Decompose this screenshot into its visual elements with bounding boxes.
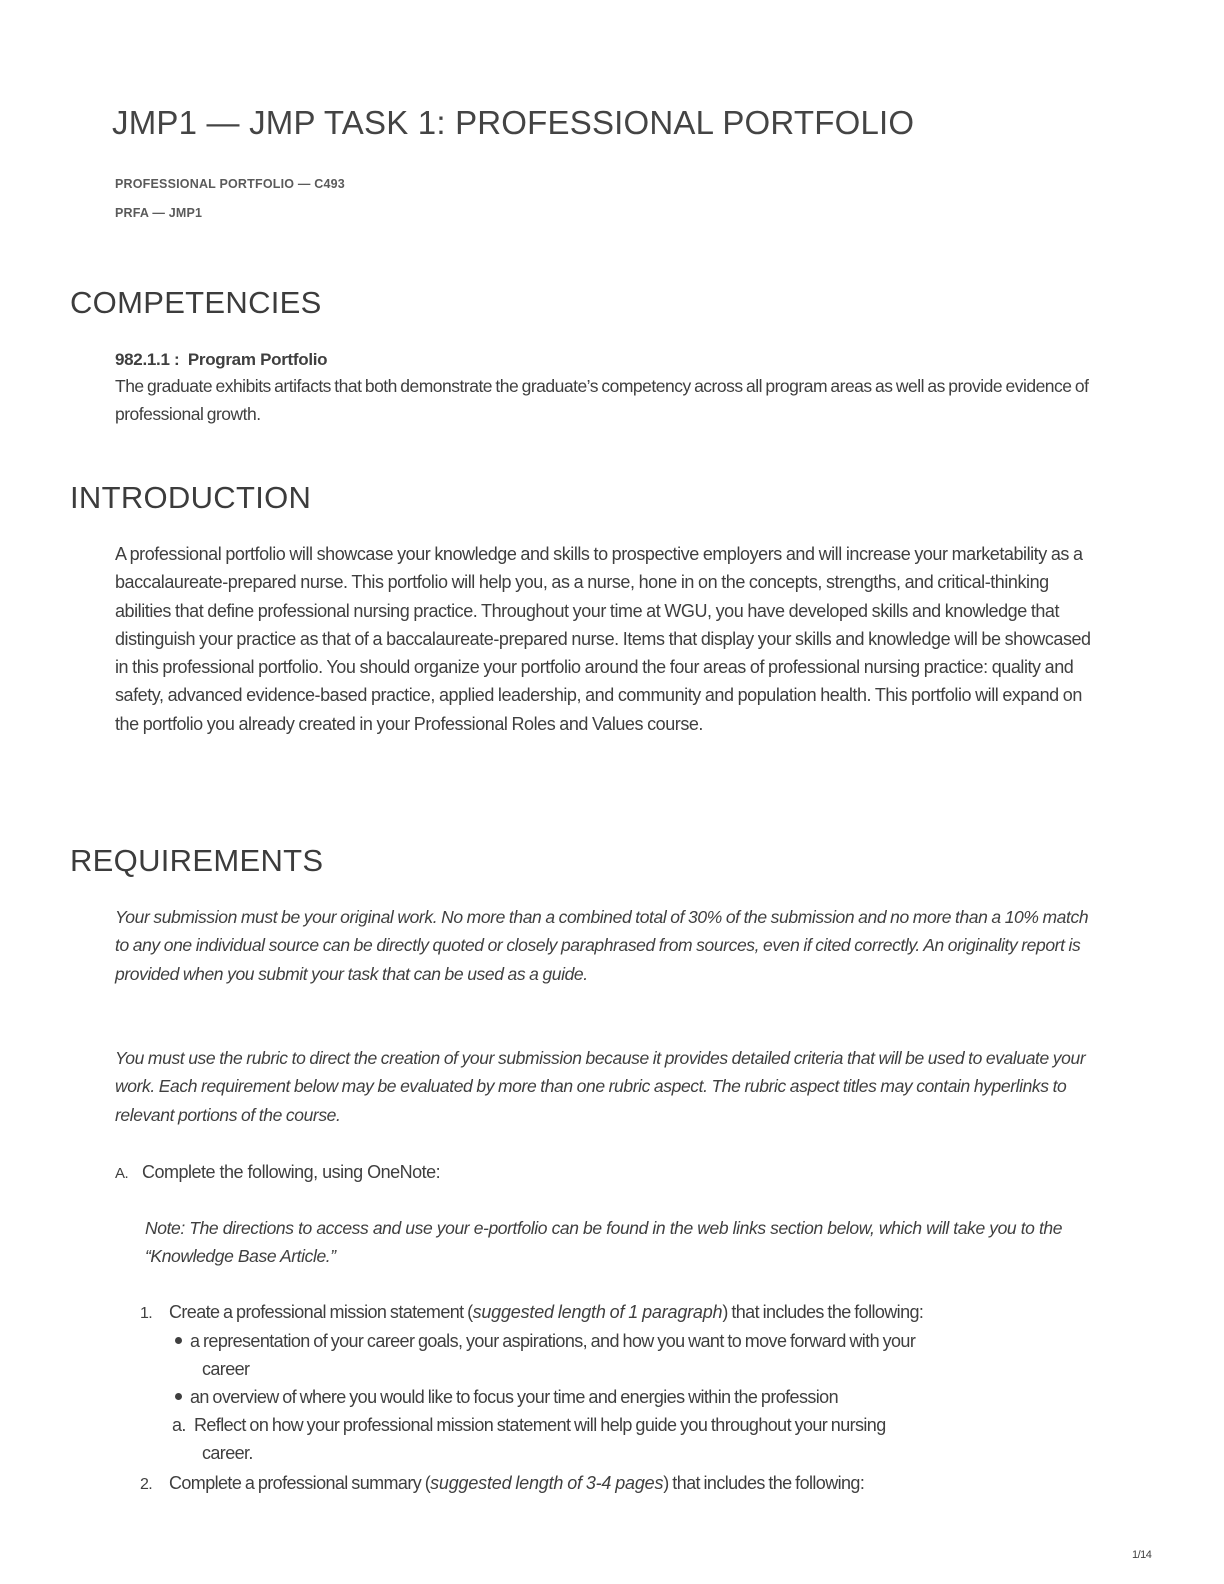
- item-emphasis: suggested length of 1 paragraph: [472, 1302, 723, 1322]
- document-title: JMP1 — JMP TASK 1: PROFESSIONAL PORTFOLIO: [112, 104, 915, 141]
- bullet-icon: [175, 1337, 182, 1344]
- requirements-heading: REQUIREMENTS: [70, 843, 324, 878]
- bullet-text: an overview of where you would like to focus your time and energies within the profession: [190, 1387, 838, 1407]
- requirement-a-note: Note: The directions to access and use your e-portfolio can be found in the web links section below, which will take you to the “Knowledge Base Article.”: [145, 1218, 1063, 1267]
- subitem-letter: a.: [172, 1415, 186, 1435]
- originality-paragraph: Your submission must be your original work. No more than a combined total of 30% of the submission and no more than a 10% match to any one individual source can be directly quoted or closely paraphrased from sources, even if cited correctly. An originality report is provided when you submit your task that can be used as a guide.: [115, 907, 1089, 984]
- introduction-heading: INTRODUCTION: [70, 480, 312, 515]
- item-number: 2.: [140, 1476, 153, 1493]
- bullet-text-continued: career: [202, 1359, 250, 1379]
- competency-description: The graduate exhibits artifacts that both demonstrate the graduate’s competency across all program areas as well as provide evidence of professional growth.: [115, 376, 1089, 424]
- subitem-text: Reflect on how your professional mission statement will help guide you throughout your nursing: [194, 1415, 886, 1435]
- requirement-a: [115, 1158, 1105, 1188]
- competency-name: Program Portfolio: [187, 350, 328, 369]
- requirement-a-marker: A.: [115, 1165, 129, 1182]
- course-line: PROFESSIONAL PORTFOLIO — C493: [115, 177, 345, 191]
- bullet-icon: [175, 1393, 182, 1400]
- item-text-before: Create a professional mission statement (: [169, 1302, 473, 1322]
- bullet-item: [170, 1327, 1110, 1383]
- task-code-line: PRFA — JMP1: [115, 206, 203, 220]
- item-number: 1.: [140, 1305, 153, 1322]
- competency-code: 982.1.1 :: [115, 350, 180, 369]
- requirement-item-2: [140, 1469, 1110, 1499]
- page-number: 1/14: [1132, 1549, 1152, 1561]
- item-text-after: ) that includes the following:: [722, 1302, 924, 1322]
- item-text-before: Complete a professional summary (: [169, 1473, 431, 1493]
- item-text-after: ) that includes the following:: [663, 1473, 865, 1493]
- bullet-item: [170, 1383, 1110, 1411]
- requirement-item-1: [140, 1298, 1110, 1328]
- requirement-a-text: Complete the following, using OneNote:: [142, 1162, 441, 1182]
- competencies-heading: COMPETENCIES: [70, 285, 322, 320]
- item-emphasis: suggested length of 3-4 pages: [430, 1473, 664, 1493]
- introduction-paragraph: A professional portfolio will showcase your knowledge and skills to prospective employers and will increase your marketability as a baccalaureate-prepared nurse. This portfolio will help you, as a nurse, hone in on the concepts, strengths, and critical-thinking abilities that define professional nursing practice. Throughout your time at WGU, you have developed skills and knowledge that distinguish your practice as that of a baccalaureate-prepared nurse. Items that display your skills and knowledge will be showcased in this professional portfolio. You should organize your portfolio around the four areas of professional nursing practice: quality and safety, advanced evidence-based practice, applied leadership, and community and population health. This portfolio will expand on the portfolio you already created in your Professional Roles and Values course.: [115, 544, 1091, 734]
- lettered-subitem: [170, 1411, 1110, 1467]
- subitem-text-continued: career.: [202, 1443, 253, 1463]
- competency-title: [115, 348, 1105, 372]
- bullet-text: a representation of your career goals, your aspirations, and how you want to move forward with your: [190, 1331, 916, 1351]
- competency-item: [115, 348, 1105, 428]
- rubric-paragraph: You must use the rubric to direct the creation of your submission because it provides detailed criteria that will be used to evaluate your work. Each requirement below may be evaluated by more than one rubric aspect. The rubric aspect titles may contain hyperlinks to relevant portions of the course.: [115, 1048, 1086, 1125]
